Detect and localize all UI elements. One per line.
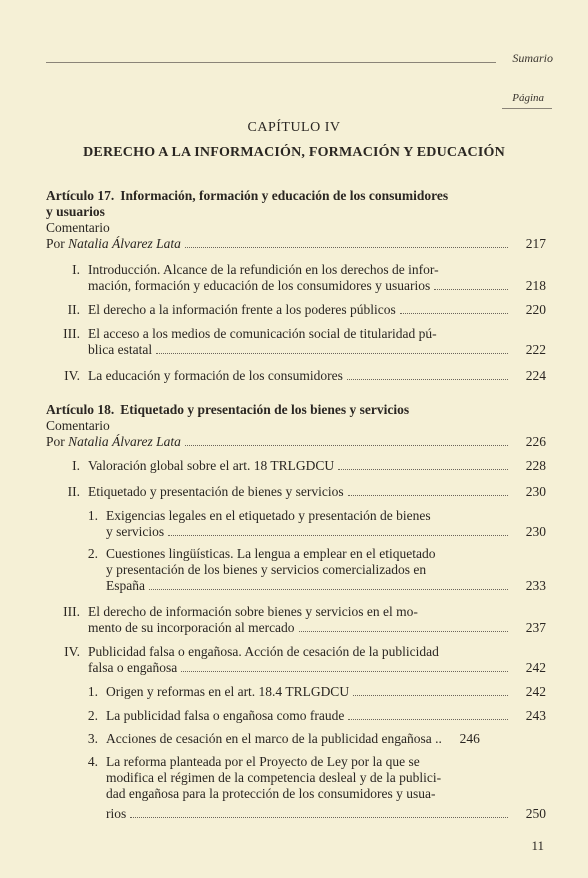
toc-item (106, 754, 546, 822)
chapter-title: DERECHO A LA INFORMACIÓN, FORMACIÓN Y EDUCACIÓN (83, 145, 505, 160)
toc-item-text: La publicidad falsa o engañosa como fraude (106, 708, 345, 723)
author-entry (46, 236, 546, 252)
page-ref: 242 (525, 660, 546, 675)
page-ref: 226 (525, 434, 546, 449)
toc-item-text: Exigencias legales en el etiquetado y presentación de bienes (106, 508, 431, 523)
page-ref: 230 (525, 524, 546, 539)
article-number: Artículo 18. (46, 402, 115, 417)
por-label: Por (46, 434, 65, 449)
toc-item-number: II. (67, 484, 80, 499)
toc-item-text-cont: mento de su incorporación al mercado (88, 620, 295, 635)
toc-item-text: El acceso a los medios de comunicación social de titularidad pú- (88, 326, 437, 341)
page-ref: 218 (525, 278, 546, 293)
toc-item-text: La educación y formación de los consumidores (88, 368, 343, 383)
toc-item (106, 708, 546, 724)
toc-item (106, 546, 546, 594)
page-ref: 242 (525, 684, 546, 699)
toc-item-number: 1. (87, 684, 98, 699)
article-number: Artículo 17. (46, 188, 115, 203)
toc-item-text: Acciones de cesación en el marco de la publicidad engañosa .. (106, 731, 442, 746)
toc-item-text: El derecho de información sobre bienes y servicios en el mo- (88, 604, 418, 619)
author-name: Natalia Álvarez Lata (68, 434, 181, 449)
toc-item (88, 368, 546, 384)
page-column-rule (502, 108, 552, 109)
running-header: Sumario (512, 51, 553, 65)
page-ref: 250 (525, 806, 546, 821)
page-ref: 228 (525, 458, 546, 473)
page-ref: 224 (525, 368, 546, 383)
toc-item (106, 731, 546, 747)
por-label: Por (46, 236, 65, 251)
toc-item-number: 3. (87, 731, 98, 746)
toc-item-text-cont: modifica el régimen de la competencia desleal y de la publici- (106, 770, 442, 785)
article-title-cont: y usuarios (46, 204, 105, 219)
toc-item-number: 2. (87, 546, 98, 561)
toc-item-text-cont: falsa o engañosa (88, 660, 178, 675)
toc-item-number: III. (63, 326, 80, 341)
toc-item (106, 508, 546, 540)
page-ref: 230 (525, 484, 546, 499)
toc-item (88, 458, 546, 474)
page-ref: 220 (525, 302, 546, 317)
toc-item (88, 302, 546, 318)
comentario-label: Comentario (46, 418, 110, 433)
toc-item-text-cont: y presentación de los bienes y servicios comercializados en (106, 562, 427, 577)
toc-item-text: Origen y reformas en el art. 18.4 TRLGDCU (106, 684, 350, 699)
toc-item-text-cont: dad engañosa para la protección de los consumidores y usua- (106, 786, 436, 801)
toc-item-number: I. (72, 458, 80, 473)
toc-item (88, 484, 546, 500)
toc-item (88, 326, 546, 358)
toc-item-text: Valoración global sobre el art. 18 TRLGDCU (88, 458, 335, 473)
author-name: Natalia Álvarez Lata (68, 236, 181, 251)
toc-item-number: III. (63, 604, 80, 619)
page-ref: 243 (525, 708, 546, 723)
author-entry (46, 434, 546, 450)
article-18-heading (46, 402, 546, 450)
comentario-label: Comentario (46, 220, 110, 235)
toc-item (88, 604, 546, 636)
toc-item-text-cont: y servicios (106, 524, 165, 539)
toc-item-text: Cuestiones lingüísticas. La lengua a emplear en el etiquetado (106, 546, 436, 561)
toc-item-text-cont: España (106, 578, 145, 593)
toc-item (106, 684, 546, 700)
toc-item-number: I. (72, 262, 80, 277)
page-ref: 246 (459, 731, 480, 746)
page-ref: 222 (525, 342, 546, 357)
toc-item-text-cont: blica estatal (88, 342, 153, 357)
article-17-heading (46, 188, 546, 252)
toc-item-number: IV. (64, 644, 80, 659)
page-ref: 217 (525, 236, 546, 251)
toc-item-number: IV. (64, 368, 80, 383)
toc-item-text: Introducción. Alcance de la refundición en los derechos de infor- (88, 262, 439, 277)
page-ref: 233 (525, 578, 546, 593)
header-rule (46, 62, 496, 63)
toc-item-text-cont: rios (106, 806, 127, 821)
page-number: 11 (531, 838, 544, 853)
toc-item-text: El derecho a la información frente a los poderes públicos (88, 302, 396, 317)
toc-item (88, 262, 546, 294)
toc-item-text: La reforma planteada por el Proyecto de Ley por la que se (106, 754, 420, 769)
chapter-label: CAPÍTULO IV (247, 120, 341, 135)
article-title: Etiquetado y presentación de los bienes y servicios (120, 402, 410, 417)
page-ref: 237 (525, 620, 546, 635)
toc-item-number: 4. (87, 754, 98, 769)
toc-item-text: Etiquetado y presentación de bienes y servicios (88, 484, 344, 499)
toc-item-text: Publicidad falsa o engañosa. Acción de cesación de la publicidad (88, 644, 439, 659)
toc-item (88, 644, 546, 676)
toc-item-number: 2. (87, 708, 98, 723)
toc-item-text-cont: mación, formación y educación de los consumidores y usuarios (88, 278, 431, 293)
toc-item-number: II. (67, 302, 80, 317)
page-column-label: Página (512, 92, 544, 104)
article-title: Información, formación y educación de los consumidores (120, 188, 449, 203)
toc-item-number: 1. (87, 508, 98, 523)
